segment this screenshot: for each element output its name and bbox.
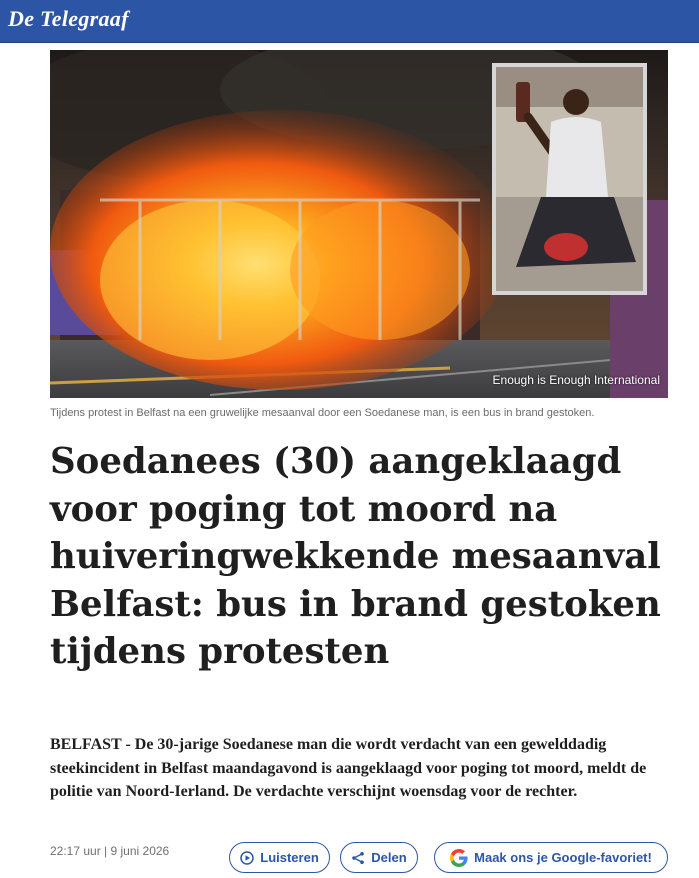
telegraaf-logo[interactable]: De Telegraaf	[8, 6, 129, 31]
listen-button[interactable]	[229, 842, 330, 873]
play-circle-icon	[240, 851, 254, 865]
photo-credit: Enough is Enough International	[492, 373, 660, 387]
article-headline: Soedanees (30) aangeklaagd voor poging tot moord na huiveringwekkende mesaanval Belfast: bus in brand gestoken tijdens protesten	[50, 441, 661, 672]
inset-photo	[492, 63, 647, 295]
article-intro: BELFAST - De 30-jarige Soedanese man die wordt verdacht van een gewelddadig steekincident in Belfast maandagavond is aangeklaagd voor poging tot moord, meldt de politie van Noord-Ierland. De verdachte verschijnt woensdag voor de rechter.	[50, 736, 647, 800]
image-caption: Tijdens protest in Belfast na een gruwelijke mesaanval door een Soedanese man, is een bus in brand gestoken.	[50, 407, 595, 419]
google-favorite-button[interactable]	[434, 842, 668, 873]
suspect-illustration	[496, 67, 643, 291]
listen-label: Luisteren	[260, 850, 319, 865]
hero-image[interactable]	[50, 50, 668, 398]
share-label: Delen	[371, 850, 407, 865]
publish-timestamp: 22:17 uur | 9 juni 2026	[50, 844, 170, 858]
google-g-icon	[450, 849, 468, 867]
share-button[interactable]	[340, 842, 418, 873]
google-favorite-label: Maak ons je Google-favoriet!	[474, 850, 652, 865]
share-icon	[351, 851, 365, 865]
site-header	[0, 0, 699, 43]
